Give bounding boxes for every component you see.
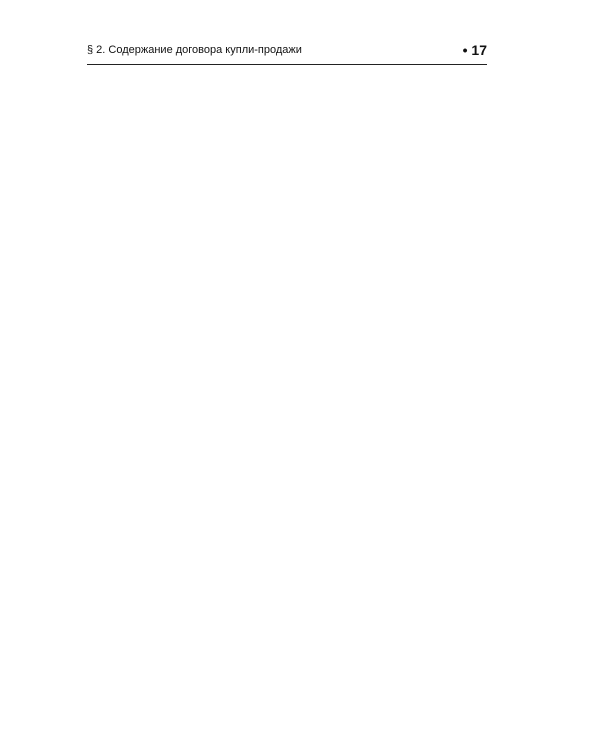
running-header-title: § 2. Содержание договора купли-продажи (87, 44, 302, 56)
header-rule (87, 64, 487, 65)
body-text (88, 70, 484, 730)
running-header-page-marker: • 17 (462, 42, 487, 58)
running-header (87, 42, 487, 62)
